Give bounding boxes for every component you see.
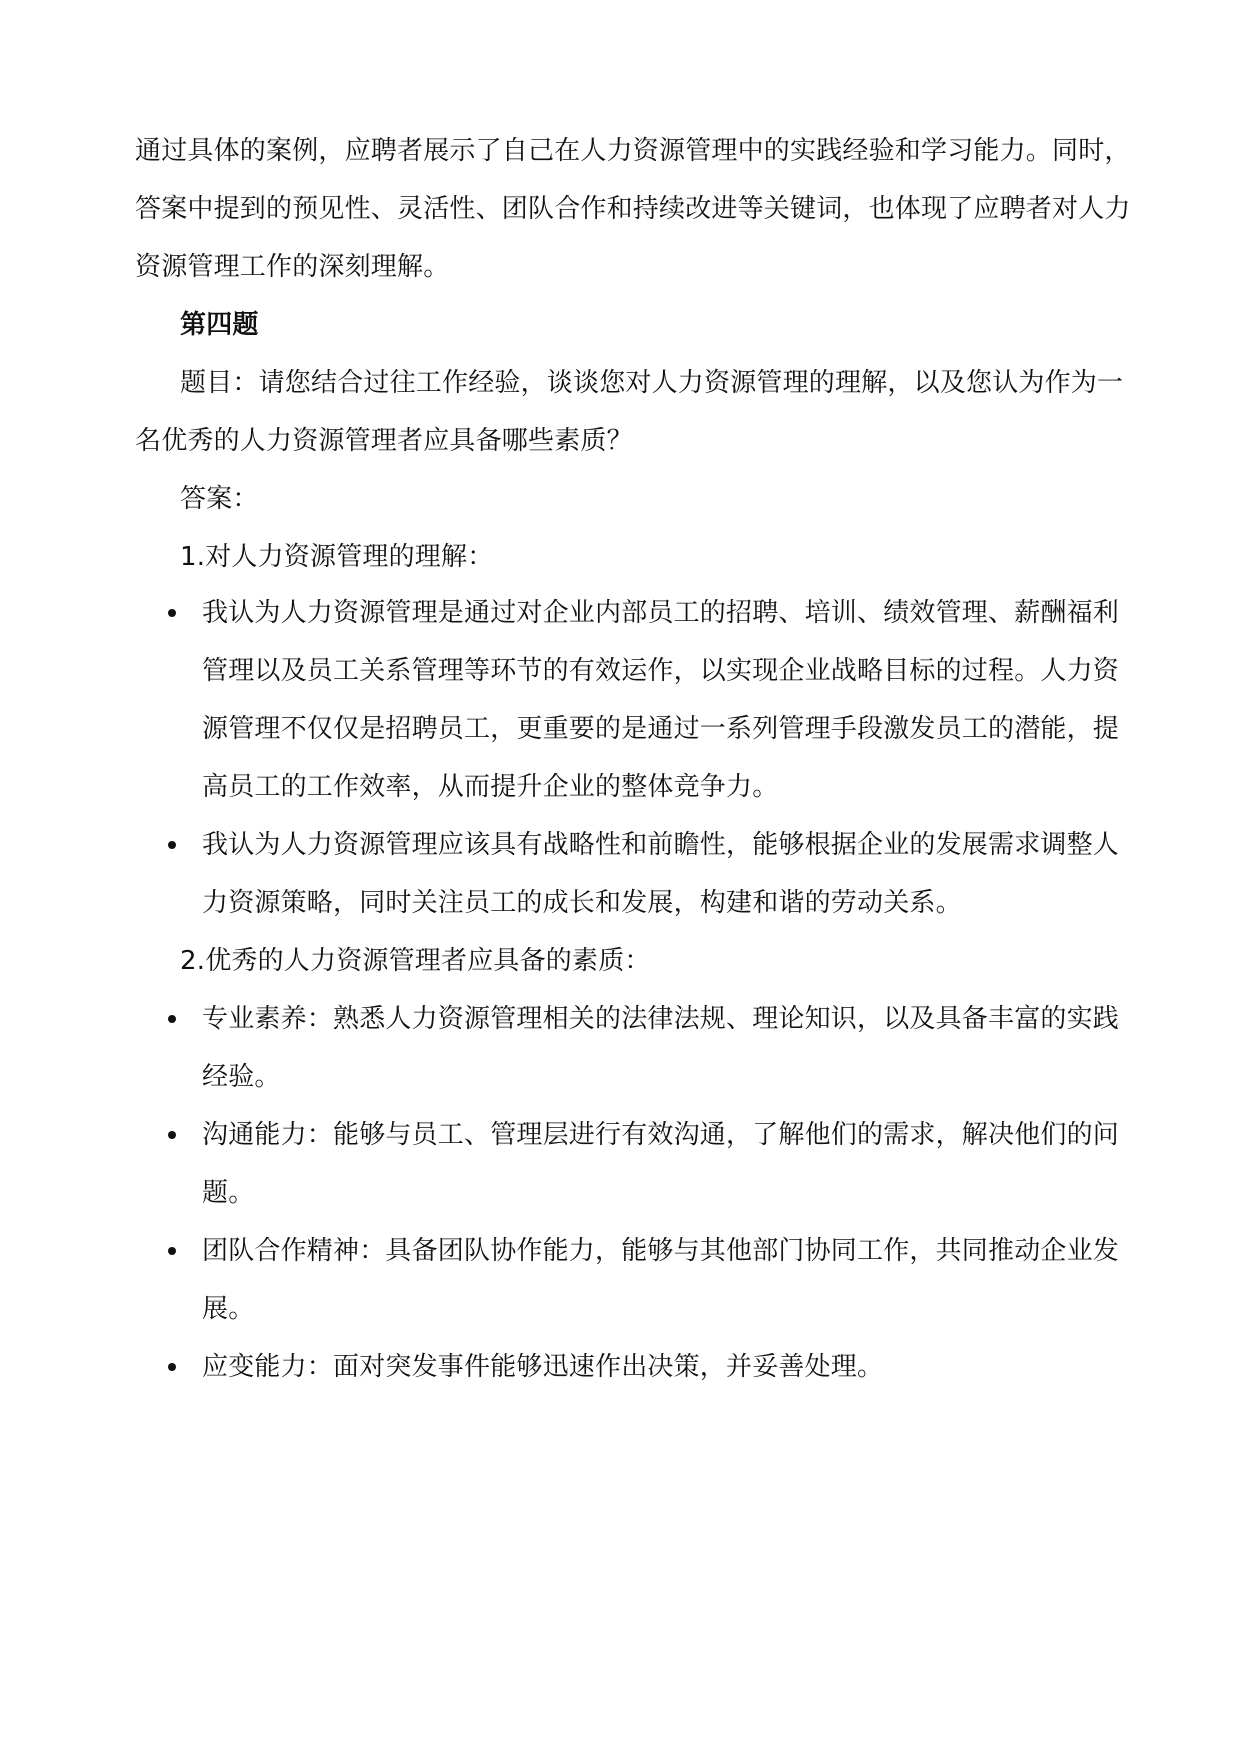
bullet-line: 应变能力：面对突发事件能够迅速作出决策，并妥善处理。 — [202, 1352, 884, 1382]
bullet-dot — [168, 609, 176, 617]
bullet-line: 高员工的工作效率，从而提升企业的整体竞争力。 — [202, 772, 779, 802]
part2-heading: 2.优秀的人力资源管理者应具备的素质： — [180, 946, 651, 976]
bullet-line: 源管理不仅仅是招聘员工，更重要的是通过一系列管理手段激发员工的潜能，提 — [202, 714, 1120, 744]
bullet-dot — [168, 841, 176, 849]
bullet-line: 经验。 — [202, 1062, 281, 1092]
question-line-2: 名优秀的人力资源管理者应具备哪些素质？ — [135, 426, 633, 456]
bullet-line: 管理以及员工关系管理等环节的有效运作，以实现企业战略目标的过程。人力资 — [202, 656, 1120, 686]
bullet-line: 我认为人力资源管理应该具有战略性和前瞻性，能够根据企业的发展需求调整人 — [202, 830, 1120, 860]
bullet-line: 专业素养：熟悉人力资源管理相关的法律法规、理论知识，以及具备丰富的实践 — [202, 1004, 1120, 1034]
intro-line-2: 答案中提到的预见性、灵活性、团队合作和持续改进等关键词，也体现了应聘者对人力 — [135, 194, 1131, 224]
part1-heading: 1.对人力资源管理的理解： — [180, 542, 494, 572]
answer-label: 答案： — [180, 484, 259, 514]
bullet-line: 我认为人力资源管理是通过对企业内部员工的招聘、培训、绩效管理、薪酬福利 — [202, 598, 1120, 628]
question-line-1: 题目：请您结合过往工作经验，谈谈您对人力资源管理的理解，以及您认为作为一 — [180, 368, 1124, 398]
intro-line-3: 资源管理工作的深刻理解。 — [135, 252, 450, 282]
bullet-dot — [168, 1363, 176, 1371]
bullet-dot — [168, 1015, 176, 1023]
bullet-line: 力资源策略，同时关注员工的成长和发展，构建和谐的劳动关系。 — [202, 888, 962, 918]
bullet-dot — [168, 1247, 176, 1255]
bullet-line: 题。 — [202, 1178, 255, 1208]
section-title: 第四题 — [180, 310, 259, 340]
bullet-line: 展。 — [202, 1294, 255, 1324]
bullet-dot — [168, 1131, 176, 1139]
bullet-line: 沟通能力：能够与员工、管理层进行有效沟通，了解他们的需求，解决他们的问 — [202, 1120, 1120, 1150]
bullet-line: 团队合作精神：具备团队协作能力，能够与其他部门协同工作，共同推动企业发 — [202, 1236, 1120, 1266]
intro-line-1: 通过具体的案例，应聘者展示了自己在人力资源管理中的实践经验和学习能力。同时， — [135, 136, 1131, 166]
